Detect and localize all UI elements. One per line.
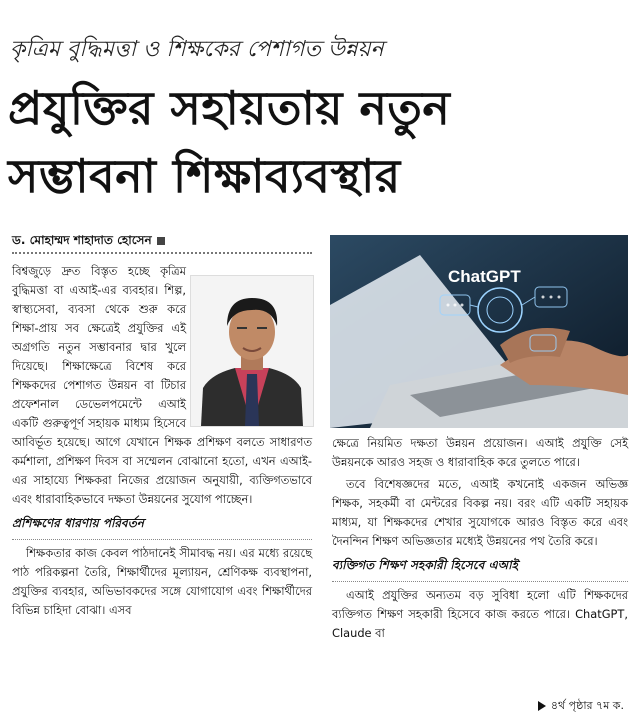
continuation-text: ৪র্থ পৃষ্ঠার ৭ম ক. <box>550 699 624 712</box>
laptop-hands-graphic <box>330 235 628 428</box>
right-paragraph-3: এআই প্রযুক্তির অন্যতম বড় সুবিধা হলো এটি শিক্ষকদের ব্যক্তিগত শিক্ষণ সহকারী হিসেবে কাজ করতে পারে। ChatGPT, Claude বা <box>332 588 628 640</box>
headline-line-2: সম্ভাবনা শিক্ষাব্যবস্থার <box>8 149 401 203</box>
left-paragraph-2: শিক্ষকতার কাজ কেবল পাঠদানেই সীমাবদ্ধ নয়। এর মধ্যে রয়েছে পাঠ পরিকল্পনা তৈরি, শিক্ষার্থীদের মূল্যায়ন, শ্রেণিকক্ষ ব্যবস্থাপনা, প্রযুক্তির ব্যবহার, অভিভাবকদের সঙ্গে যোগাযোগ এবং শিক্ষার্থীদের বিভিন্ন চাহিদা বোঝা। এসব <box>12 546 312 617</box>
continuation-note <box>538 697 624 716</box>
left-column <box>12 262 312 623</box>
headline-line-1: প্রযুক্তির সহায়তায় নতুন <box>8 81 451 135</box>
continuation-arrow-icon <box>538 701 546 711</box>
right-subhead-rule <box>332 581 628 582</box>
byline-rule <box>12 252 312 254</box>
right-paragraph-2: তবে বিশেষজ্ঞদের মতে, এআই কখনোই একজন অভিজ্ঞ শিক্ষক, সহকর্মী বা মেন্টরের বিকল্প নয়। বরং এটি একটি সহায়ক মাধ্যম, যা শিক্ষকদের শেখার সুযোগকে আরও বিস্তৃত করে এবং দৈনন্দিন শিক্ষণ অভিজ্ঞতার মধ্যেই উন্নয়নের পথ তৈরি করে। <box>332 477 628 548</box>
right-column <box>332 434 628 646</box>
photo-space <box>186 262 312 422</box>
kicker: কৃত্রিম বুদ্ধিমত্তা ও শিক্ষকের পেশাগত উন্নয়ন <box>10 37 384 62</box>
left-subhead: প্রশিক্ষণের ধারণায় পরিবর্তন <box>12 516 144 530</box>
left-paragraph-1: বিশ্বজুড়ে দ্রুত বিস্তৃত হচ্ছে কৃত্রিম বুদ্ধিমত্তা বা এআই-এর ব্যবহার। শিল্প, স্বাস্থ্যসেবা, ব্যবসা থেকে শুরু করে শিক্ষা-প্রায় সব ক্ষেত্রেই প্রযুক্তির এই অগ্রগতি নতুন সম্ভাবনার দ্বার খুলে দিয়েছে। শিক্ষাক্ষেত্রে বিশেষ করে শিক্ষকদের পেশাগত উন্নয়ন বা টিচার প্রফেশনাল ডেভেলপমেন্টে এআই একটি গুরুত্বপূর্ণ সহায়ক মাধ্যম হিসেবে আবির্ভূত হয়েছে। আগে যেখানে শিক্ষক প্রশিক্ষণ বলতে সাধারণত কর্মশালা, প্রশিক্ষণ দিবস বা সম্মেলন বোঝানো হতো, এখন এআই-এর সাহায্যে শিক্ষকরা নিজের প্রয়োজন অনুযায়ী, ব্যক্তিগতভাবে এবং ধারাবাহিকভাবে দক্ষতা উন্নয়নের সুযোগ পাচ্ছেন। <box>12 264 312 506</box>
right-paragraph-1: ক্ষেত্রে নিয়মিত দক্ষতা উন্নয়ন প্রয়োজন। এআই প্রযুক্তি সেই উন্নয়নকে আরও সহজ ও ধারাবাহিক করে তুলতে পারে। <box>332 436 628 469</box>
byline <box>12 232 165 252</box>
chatgpt-label: ChatGPT <box>448 267 521 286</box>
author-name: ড. মোহাম্মদ শাহাদাত হোসেন <box>12 233 152 247</box>
chatgpt-illustration <box>330 235 628 428</box>
byline-square-icon <box>157 237 165 245</box>
right-subhead: ব্যক্তিগত শিক্ষণ সহকারী হিসেবে এআই <box>332 558 518 572</box>
left-subhead-rule <box>12 539 312 540</box>
